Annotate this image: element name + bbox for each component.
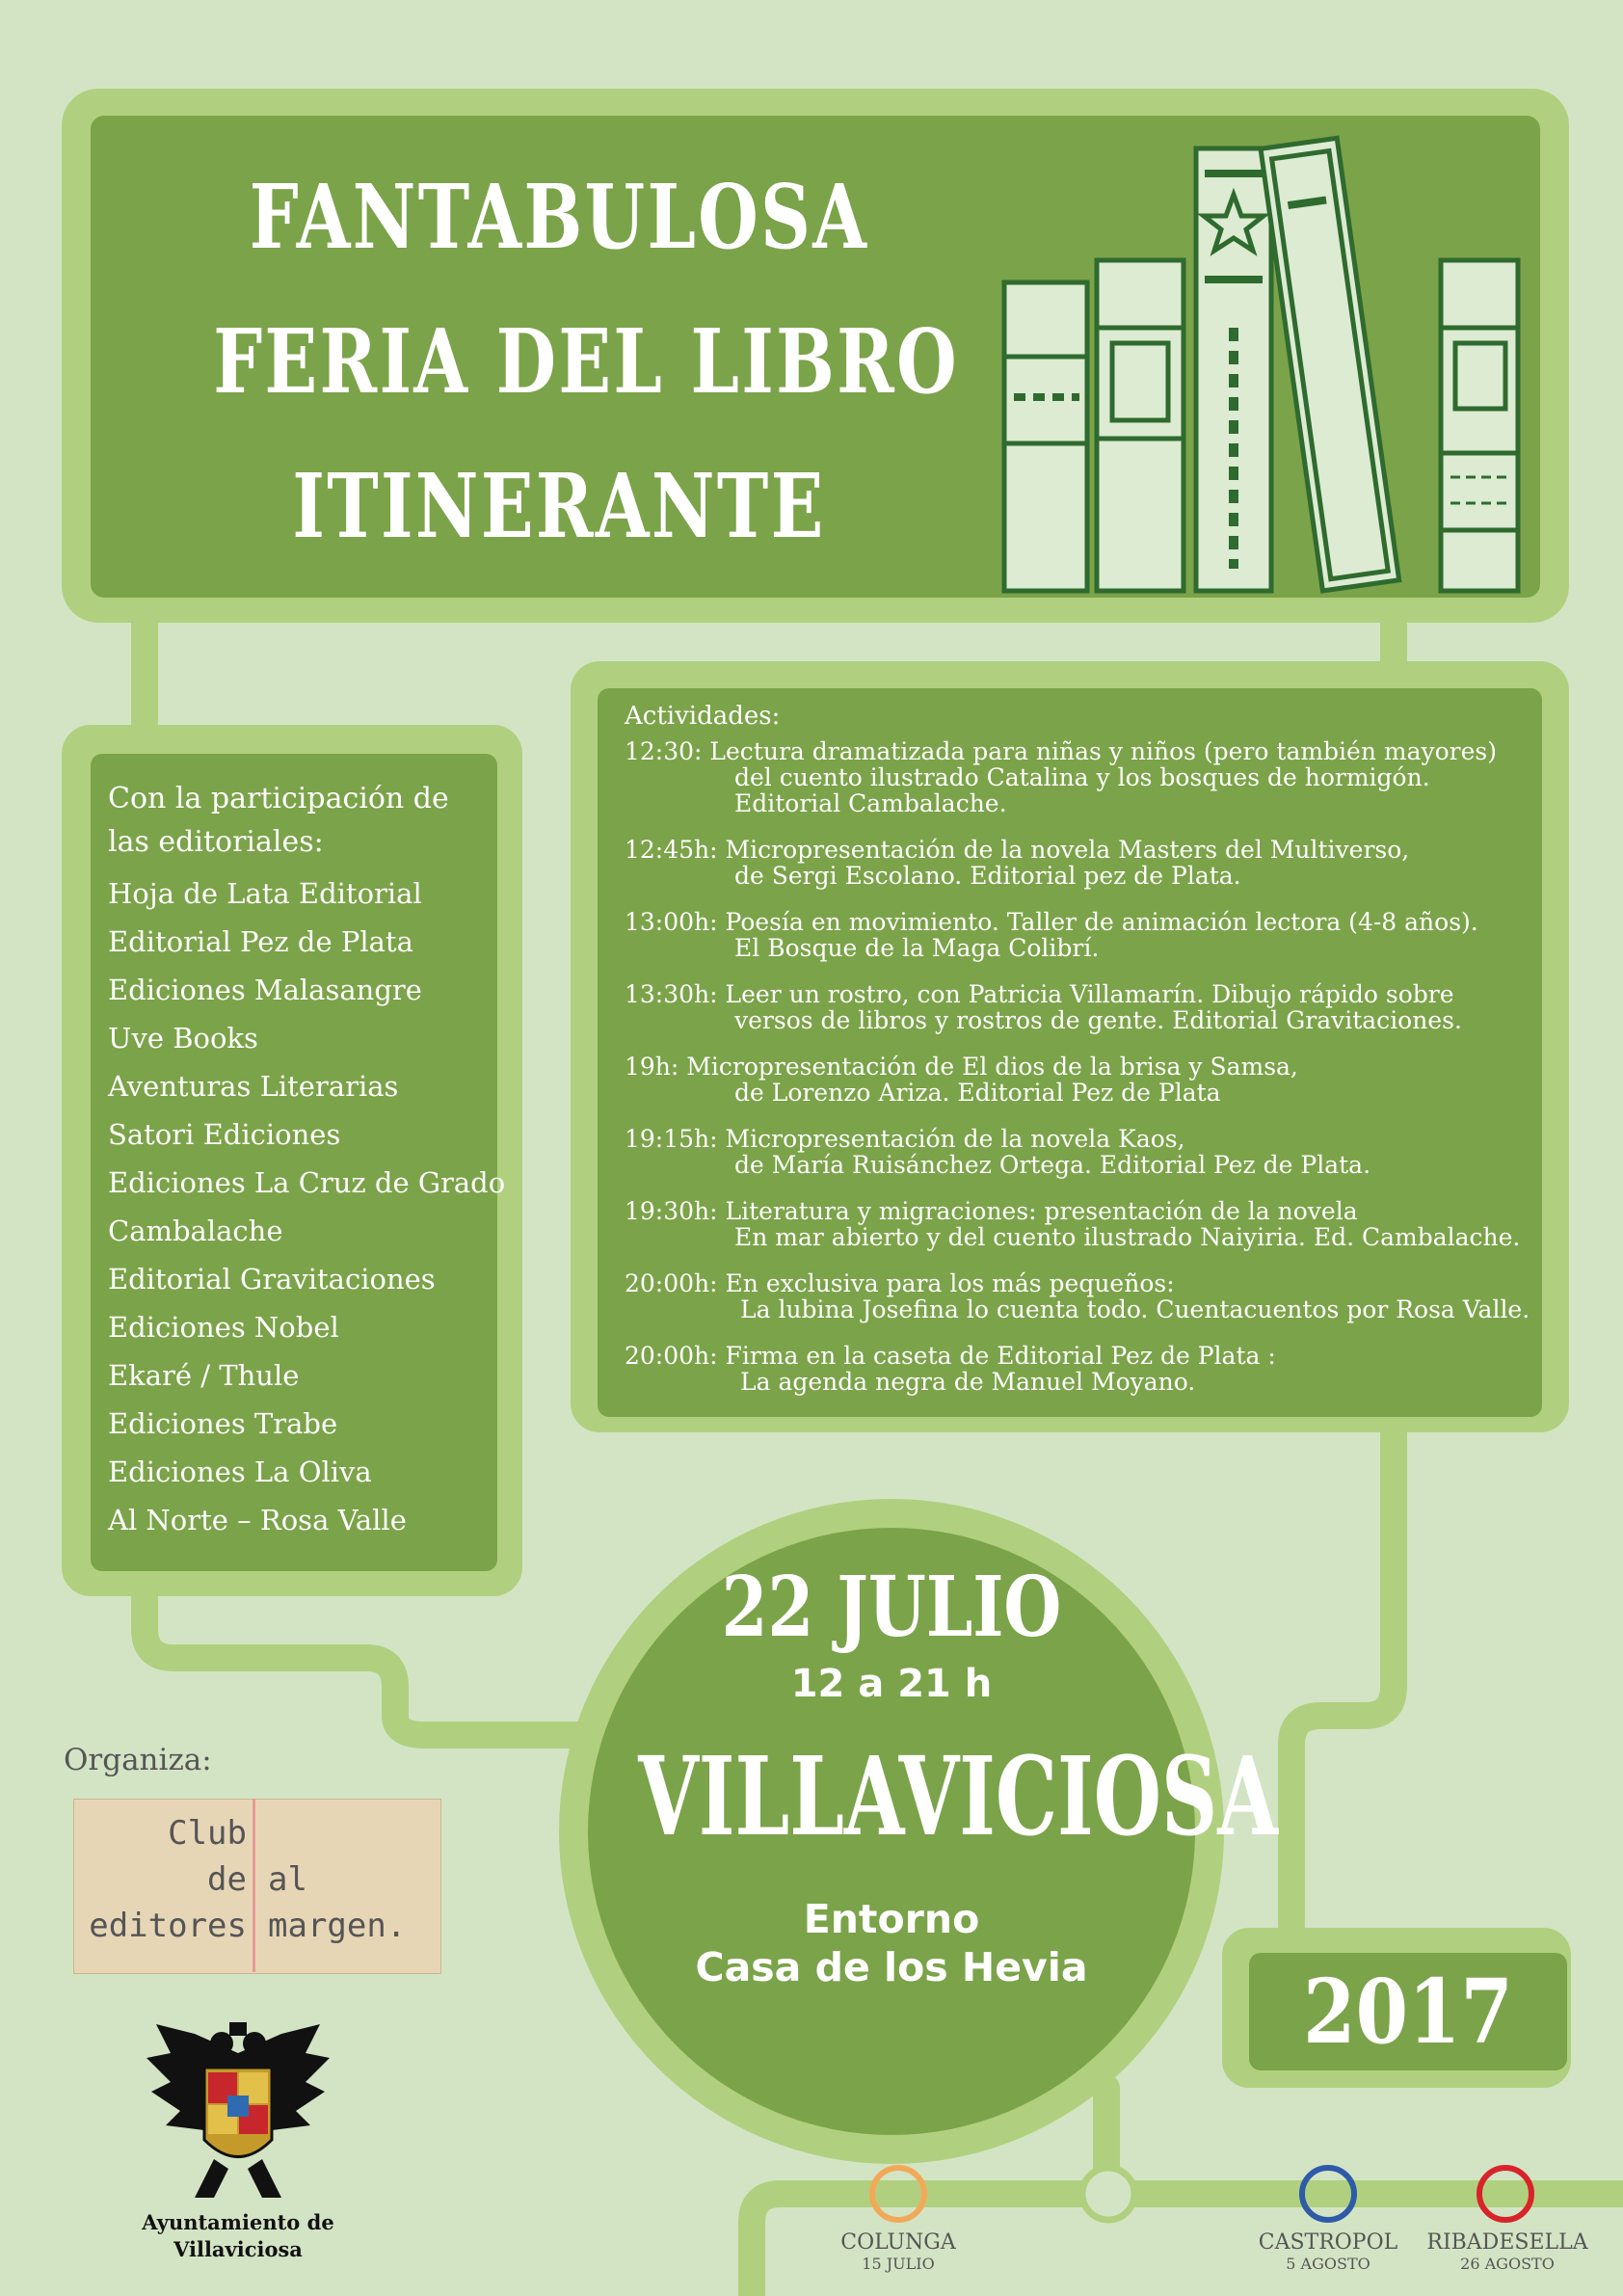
- publisher-item: Satori Ediciones: [108, 1118, 341, 1151]
- publisher-item: Al Norte – Rosa Valle: [108, 1504, 407, 1536]
- page-title: [213, 145, 959, 578]
- activity-line: de Lorenzo Ariza. Editorial Pez de Plata: [734, 1079, 1221, 1107]
- activity-line: 13:00h: Poesía en movimiento. Taller de animación lectora (4-8 años).: [625, 908, 1478, 936]
- council-line-2: Villaviciosa: [173, 2237, 303, 2261]
- activity-item: [625, 1198, 1530, 1250]
- event-hours: 12 a 21 h: [790, 1662, 993, 1706]
- villaviciosa-stop-icon: [1082, 2168, 1134, 2220]
- club-word: al: [268, 1860, 307, 1899]
- event-town: VILLAVICIOSA: [638, 1734, 1278, 1860]
- activity-item: [625, 837, 1530, 889]
- title-line-3: ITINERANTE: [292, 454, 826, 558]
- activity-item: [625, 909, 1530, 961]
- book-icon-5: [1441, 260, 1518, 591]
- publishers-intro: [108, 777, 493, 864]
- activity-line: del cuento ilustrado Catalina y los bosques de hormigón.: [734, 763, 1430, 791]
- activity-line: 20:00h: Firma en la caseta de Editorial Pez de Plata :: [625, 1342, 1276, 1370]
- publishers-intro-line-1: Con la participación de: [108, 782, 449, 815]
- publisher-item: Ekaré / Thule: [108, 1359, 300, 1392]
- colunga-stop-icon: [872, 2168, 924, 2220]
- activity-item: [625, 1126, 1530, 1178]
- activity-line: 13:30h: Leer un rostro, con Patricia Villamarín. Dibujo rápido sobre: [625, 980, 1454, 1008]
- activity-line: El Bosque de la Maga Colibrí.: [734, 934, 1100, 962]
- publisher-item: Editorial Pez de Plata: [108, 925, 413, 958]
- stop-castropol: [1243, 2230, 1413, 2273]
- club-logo-left: [83, 1810, 247, 1949]
- publisher-item: Aventuras Literarias: [108, 1070, 399, 1103]
- stop-date: 5 AGOSTO: [1286, 2255, 1370, 2273]
- stop-date: 26 AGOSTO: [1460, 2255, 1555, 2273]
- book-icon-2: [1097, 260, 1184, 591]
- venue-line-2: Casa de los Hevia: [695, 1944, 1088, 1990]
- activity-line: 19h: Micropresentación de El dios de la brisa y Samsa,: [625, 1053, 1298, 1081]
- title-line-2: FERIA DEL LIBRO: [213, 309, 959, 414]
- event-venue: [588, 1895, 1195, 1991]
- activity-line: La lubina Josefina lo cuenta todo. Cuentacuentos por Rosa Valle.: [740, 1295, 1530, 1323]
- activities-heading: Actividades:: [625, 702, 781, 731]
- castropol-stop-icon: [1302, 2168, 1354, 2220]
- publisher-item: Ediciones Nobel: [108, 1311, 339, 1344]
- activity-line: 19:15h: Micropresentación de la novela Kaos,: [625, 1125, 1185, 1153]
- activity-line: de Sergi Escolano. Editorial pez de Plata.: [734, 862, 1241, 890]
- stop-name: RIBADESELLA: [1426, 2230, 1588, 2255]
- club-word: editores: [89, 1907, 247, 1945]
- activity-line: 12:30: Lectura dramatizada para niñas y niños (pero también mayores): [625, 737, 1498, 765]
- club-word: margen.: [268, 1907, 407, 1945]
- event-year: 2017: [1303, 1960, 1513, 2064]
- club-logo-divider: [253, 1799, 255, 1972]
- book-icon-1: [1004, 282, 1087, 591]
- stop-colunga: [819, 2230, 977, 2273]
- book-icon-3: [1196, 148, 1271, 591]
- books-illustration: [993, 125, 1532, 598]
- activity-line: Editorial Cambalache.: [734, 789, 1007, 817]
- activity-line: En mar abierto y del cuento ilustrado Naiyiria. Ed. Cambalache.: [734, 1223, 1521, 1251]
- activity-line: 20:00h: En exclusiva para los más pequeños:: [625, 1269, 1175, 1297]
- publisher-item: Cambalache: [108, 1215, 283, 1247]
- activity-item: [625, 1270, 1530, 1322]
- publisher-item: Editorial Gravitaciones: [108, 1263, 436, 1295]
- activity-line: 12:45h: Micropresentación de la novela Masters del Multiverso,: [625, 836, 1410, 864]
- council-line-1: Ayuntamiento de: [142, 2210, 334, 2234]
- activity-item: [625, 1343, 1530, 1395]
- activity-item: [625, 1054, 1530, 1106]
- activity-item: [625, 738, 1530, 816]
- club-logo-right: [268, 1856, 432, 1949]
- stop-date: 15 JULIO: [862, 2255, 935, 2273]
- activities-list: [625, 738, 1530, 1415]
- publisher-item: Ediciones La Oliva: [108, 1455, 372, 1488]
- publishers-intro-line-2: las editoriales:: [108, 825, 324, 859]
- publisher-item: Uve Books: [108, 1022, 258, 1055]
- publisher-item: Ediciones Malasangre: [108, 974, 422, 1006]
- book-icon-4: [1261, 138, 1399, 591]
- organizer-label: Organiza:: [64, 1743, 212, 1777]
- event-date: 22 JULIO: [721, 1559, 1062, 1656]
- publisher-item: Hoja de Lata Editorial: [108, 877, 422, 910]
- club-word: de: [207, 1860, 247, 1899]
- activity-line: versos de libros y rostros de gente. Editorial Gravitaciones.: [734, 1006, 1462, 1034]
- venue-line-1: Entorno: [803, 1896, 980, 1942]
- club-word: Club: [168, 1814, 247, 1853]
- stop-ribadesella: [1423, 2230, 1592, 2273]
- publishers-list: [108, 869, 513, 1544]
- title-line-1: FANTABULOSA: [249, 165, 869, 269]
- activity-line: La agenda negra de Manuel Moyano.: [740, 1368, 1196, 1396]
- activity-line: de María Ruisánchez Ortega. Editorial Pez de Plata.: [734, 1151, 1371, 1179]
- stop-name: COLUNGA: [840, 2230, 956, 2255]
- publisher-item: Ediciones La Cruz de Grado: [108, 1166, 506, 1199]
- stop-name: CASTROPOL: [1258, 2230, 1398, 2255]
- ribadesella-stop-icon: [1479, 2168, 1531, 2220]
- activity-item: [625, 981, 1530, 1033]
- activity-line: 19:30h: Literatura y migraciones: presentación de la novela: [625, 1197, 1358, 1225]
- publisher-item: Ediciones Trabe: [108, 1407, 338, 1440]
